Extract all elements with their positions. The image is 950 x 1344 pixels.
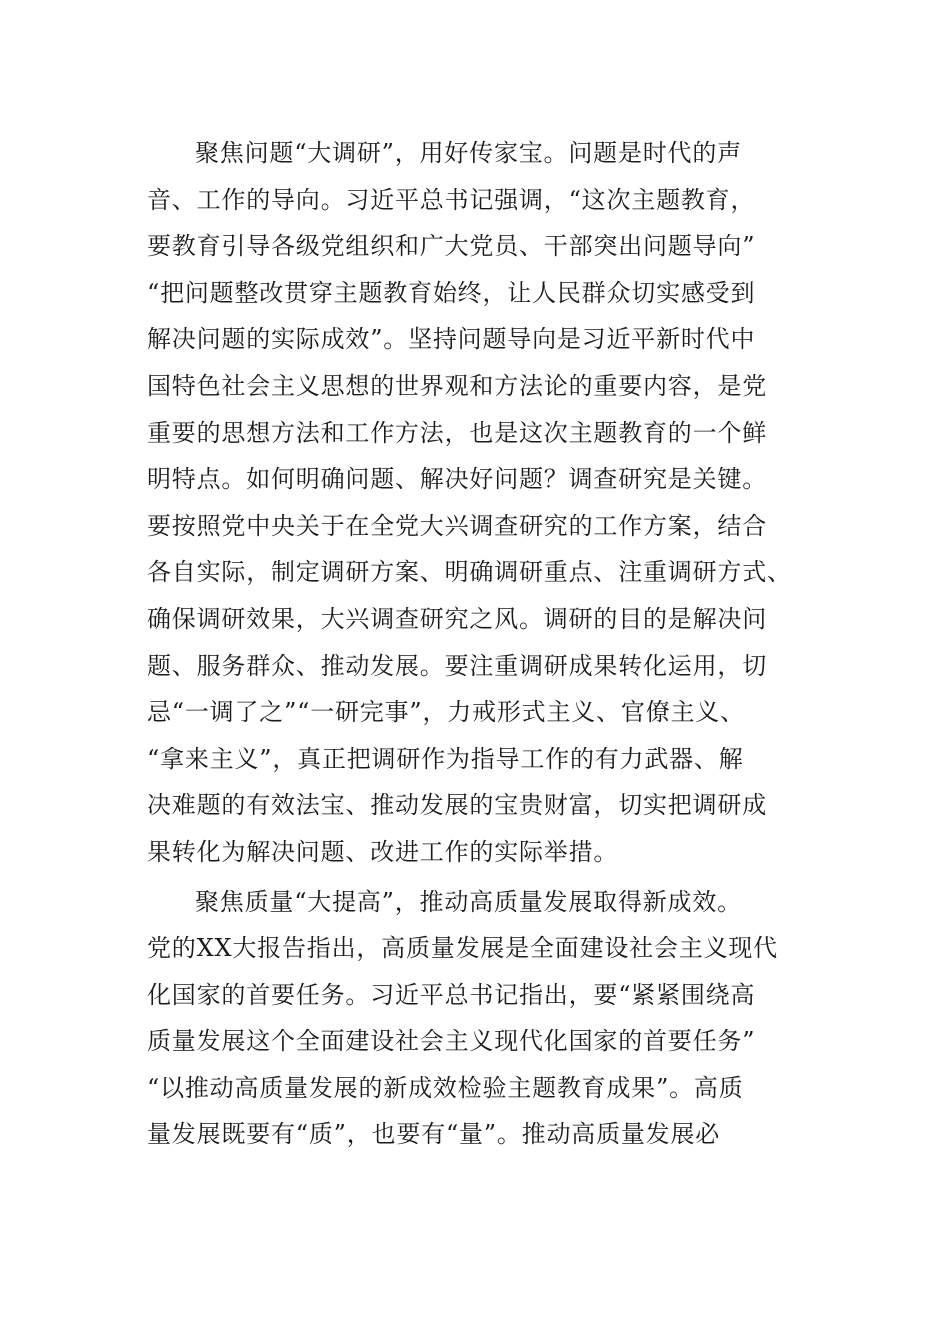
paragraph-research [147, 130, 797, 876]
text-line: 党的XX大报告指出，高质量发展是全面建设社会主义现代 [147, 934, 778, 963]
text-line: 聚焦问题“大调研”，用好传家宝。问题是时代的声 [195, 139, 742, 167]
text-line: 化国家的首要任务。习近平总书记指出，要“紧紧围绕高 [147, 980, 756, 1009]
text-line: 果转化为解决问题、改进工作的实际举措。 [147, 837, 619, 866]
text-line: 音、工作的导向。习近平总书记强调，“这次主题教育， [147, 185, 756, 214]
text-line: 明特点。如何明确问题、解决好问题？调查研究是关键。 [147, 465, 767, 494]
text-line: 解决问题的实际成效”。坚持问题导向是习近平新时代中 [147, 325, 756, 354]
text-line: 国特色社会主义思想的世界观和方法论的重要内容，是党 [147, 371, 767, 400]
text-line: 质量发展这个全面建设社会主义现代化国家的首要任务” [147, 1027, 756, 1056]
text-line: “拿来主义”，真正把调研作为指导工作的有力武器、解 [147, 744, 744, 773]
text-line: 确保调研效果，大兴调查研究之风。调研的目的是解决问 [147, 604, 767, 633]
text-line: 聚焦质量“大提高”，推动高质量发展取得新成效。 [195, 887, 742, 916]
text-line: 忌“一调了之”“一研完事”，力戒形式主义、官僚主义、 [147, 698, 745, 727]
text-line: “把问题整改贯穿主题教育始终，让人民群众切实感受到 [147, 278, 756, 307]
paragraph-quality [147, 879, 797, 1159]
text-line: 重要的思想方法和工作方法，也是这次主题教育的一个鲜 [147, 418, 767, 447]
document-body [147, 130, 797, 1158]
text-line: 要按照党中央关于在全党大兴调查研究的工作方案，结合 [147, 511, 767, 540]
text-line: 各自实际，制定调研方案、明确调研重点、注重调研方式、 [147, 558, 792, 587]
text-line: “以推动高质量发展的新成效检验主题教育成果”。高质 [147, 1073, 744, 1102]
text-line: 量发展既要有“质”，也要有“量”。推动高质量发展必 [147, 1120, 721, 1149]
text-line: 题、服务群众、推动发展。要注重调研成果转化运用，切 [147, 651, 767, 680]
text-line: 要教育引导各级党组织和广大党员、干部突出问题导向” [147, 232, 756, 261]
text-line: 决难题的有效法宝、推动发展的宝贵财富，切实把调研成 [147, 791, 767, 820]
